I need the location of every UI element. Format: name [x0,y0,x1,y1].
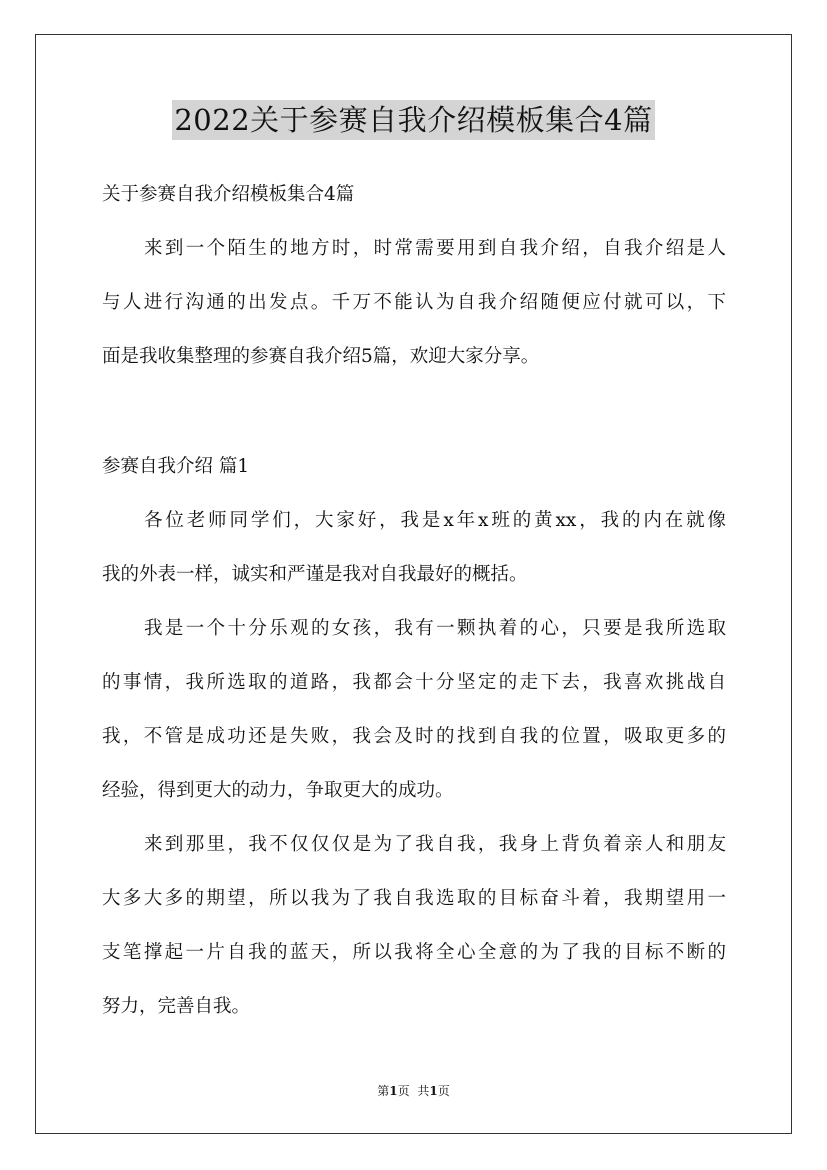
document-subtitle: 关于参赛自我介绍模板集合4篇 [102,184,355,205]
intro-line: 与人进行沟通的出发点。千万不能认为自我介绍随便应付就可以，下 [102,292,726,313]
page-number-suffix: 页 [397,1084,410,1098]
paragraph-line: 支笔撑起一片自我的蓝天，所以我将全心全意的为了我的目标不断的 [102,942,726,963]
page-number-current: 1 [389,1084,398,1098]
page-footer [0,1083,827,1099]
paragraph-line: 我是一个十分乐观的女孩，我有一颗执着的心，只要是我所选取 [144,618,726,639]
page-number-prefix: 第 [377,1084,390,1098]
paragraph-line: 的事情，我所选取的道路，我都会十分坚定的走下去，我喜欢挑战自 [102,672,726,693]
page-total-prefix: 共 [417,1084,430,1098]
page-total-count: 1 [429,1084,438,1098]
intro-line: 面是我收集整理的参赛自我介绍5篇，欢迎大家分享。 [102,346,540,367]
paragraph-line: 各位老师同学们，大家好，我是x年x班的黄xx，我的内在就像 [144,510,726,531]
paragraph-line: 大多大多的期望，所以我为了我自我选取的目标奋斗着，我期望用一 [102,888,726,909]
document-title: 2022关于参赛自我介绍模板集合4篇 [172,100,654,140]
paragraph-line: 来到那里，我不仅仅仅是为了我自我，我身上背负着亲人和朋友 [144,834,726,855]
paragraph-line: 经验，得到更大的动力，争取更大的成功。 [102,780,454,801]
section-heading: 参赛自我介绍 篇1 [102,456,250,477]
paragraph-line: 努力，完善自我。 [102,996,251,1017]
title-container [0,100,827,140]
page-total-suffix: 页 [437,1084,450,1098]
paragraph-line: 我的外表一样，诚实和严谨是我对自我最好的概括。 [102,564,528,585]
intro-line: 来到一个陌生的地方时，时常需要用到自我介绍，自我介绍是人 [144,238,726,259]
paragraph-line: 我，不管是成功还是失败，我会及时的找到自我的位置，吸取更多的 [102,726,726,747]
